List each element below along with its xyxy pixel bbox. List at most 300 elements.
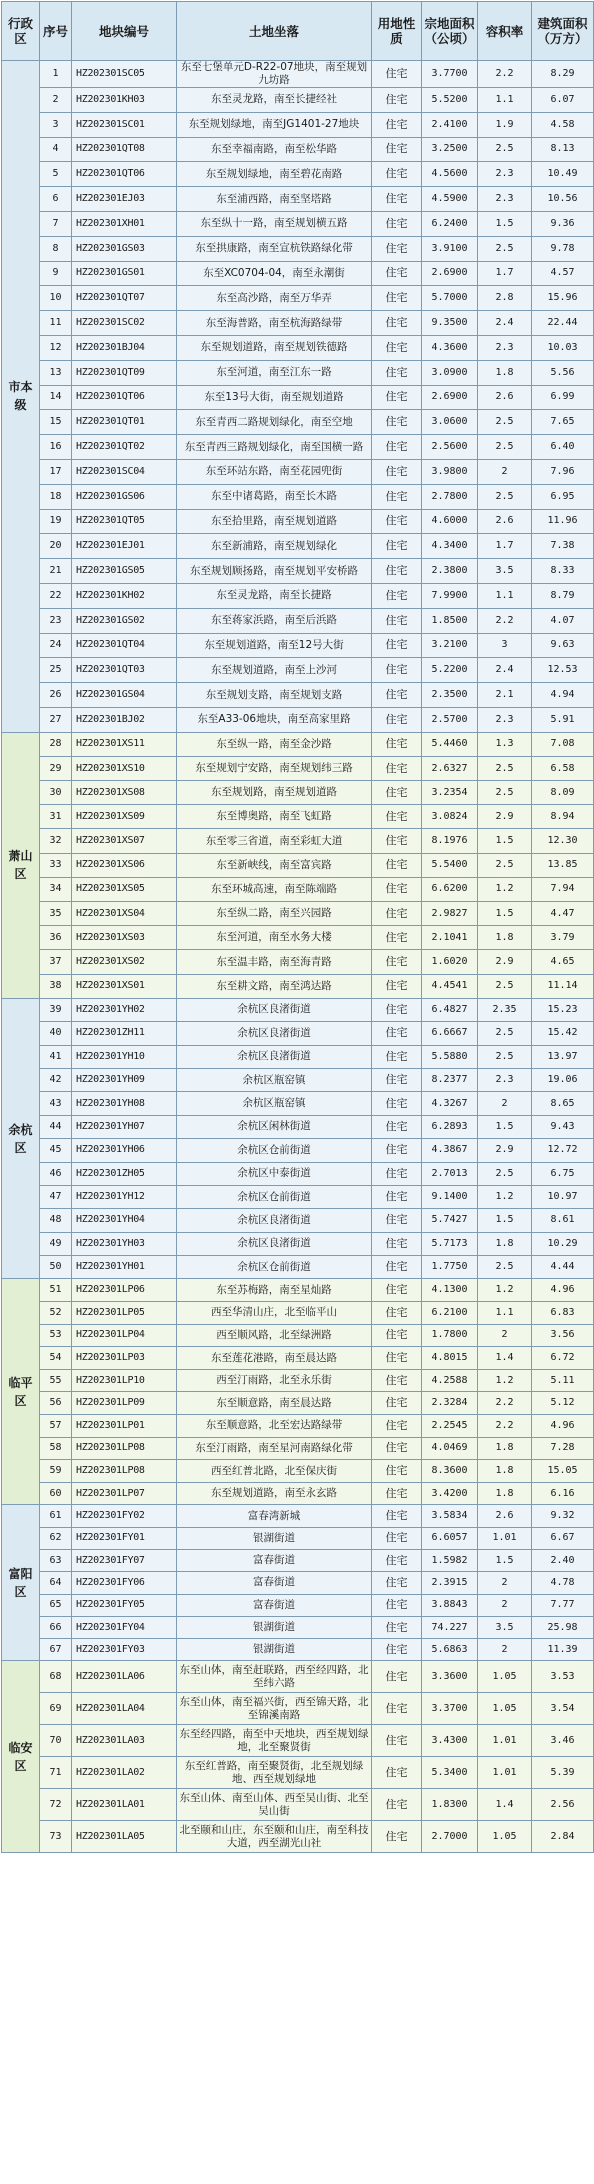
seq-cell: 32 — [40, 829, 72, 853]
area-cell: 2.7013 — [422, 1162, 478, 1185]
land-use-cell: 住宅 — [372, 1209, 422, 1232]
building-area-cell: 22.44 — [532, 311, 594, 336]
far-cell: 2.5 — [478, 435, 532, 460]
area-cell: 6.2100 — [422, 1302, 478, 1325]
land-use-cell: 住宅 — [372, 974, 422, 998]
seq-cell: 63 — [40, 1550, 72, 1572]
table-row — [2, 683, 594, 708]
seq-cell: 68 — [40, 1661, 72, 1693]
table-row — [2, 360, 594, 385]
building-area-cell: 8.09 — [532, 781, 594, 805]
building-area-cell: 4.44 — [532, 1256, 594, 1279]
building-area-cell: 9.32 — [532, 1505, 594, 1527]
building-area-cell: 4.57 — [532, 261, 594, 286]
plot-code-cell: HZ202301YH12 — [72, 1185, 177, 1208]
far-cell: 1.5 — [478, 1209, 532, 1232]
seq-cell: 25 — [40, 658, 72, 683]
seq-cell: 58 — [40, 1437, 72, 1460]
land-plot-table — [1, 1, 594, 1853]
seq-cell: 2 — [40, 88, 72, 113]
location-cell: 东至青西二路规划绿化，南至空地 — [177, 410, 372, 435]
seq-cell: 49 — [40, 1232, 72, 1255]
area-cell: 4.6000 — [422, 509, 478, 534]
header-area: 宗地面积（公顷） — [422, 2, 478, 61]
area-cell: 3.7700 — [422, 61, 478, 88]
plot-code-cell: HZ202301ZH11 — [72, 1022, 177, 1045]
building-area-cell: 4.96 — [532, 1415, 594, 1438]
plot-code-cell: HZ202301XS11 — [72, 732, 177, 756]
building-area-cell: 3.53 — [532, 1661, 594, 1693]
district-cell: 余杭区 — [2, 998, 40, 1279]
far-cell: 2.5 — [478, 1045, 532, 1068]
table-row — [2, 1022, 594, 1045]
building-area-cell: 9.63 — [532, 633, 594, 658]
plot-code-cell: HZ202301YH01 — [72, 1256, 177, 1279]
plot-code-cell: HZ202301QT03 — [72, 658, 177, 683]
seq-cell: 14 — [40, 385, 72, 410]
area-cell: 4.5600 — [422, 162, 478, 187]
area-cell: 1.8300 — [422, 1789, 478, 1821]
building-area-cell: 12.53 — [532, 658, 594, 683]
table-row — [2, 1045, 594, 1068]
area-cell: 3.3600 — [422, 1661, 478, 1693]
building-area-cell: 3.54 — [532, 1693, 594, 1725]
seq-cell: 39 — [40, 998, 72, 1021]
plot-code-cell: HZ202301LP08 — [72, 1437, 177, 1460]
area-cell: 5.2200 — [422, 658, 478, 683]
area-cell: 1.8500 — [422, 608, 478, 633]
land-use-cell: 住宅 — [372, 1302, 422, 1325]
building-area-cell: 15.05 — [532, 1460, 594, 1483]
seq-cell: 71 — [40, 1757, 72, 1789]
table-row — [2, 1415, 594, 1438]
building-area-cell: 4.65 — [532, 950, 594, 974]
location-cell: 东至高沙路，南至万华弄 — [177, 286, 372, 311]
location-cell: 东至七堡单元D-R22-07地块，南至规划九坊路 — [177, 61, 372, 88]
building-area-cell: 4.07 — [532, 608, 594, 633]
land-use-cell: 住宅 — [372, 137, 422, 162]
seq-cell: 56 — [40, 1392, 72, 1415]
table-row — [2, 1693, 594, 1725]
land-use-cell: 住宅 — [372, 756, 422, 780]
plot-code-cell: HZ202301GS04 — [72, 683, 177, 708]
building-area-cell: 7.28 — [532, 1437, 594, 1460]
location-cell: 东至红普路，南至聚贤街，北至规划绿地、西至规划绿地 — [177, 1757, 372, 1789]
location-cell: 银湖街道 — [177, 1527, 372, 1549]
building-area-cell: 3.79 — [532, 926, 594, 950]
seq-cell: 54 — [40, 1347, 72, 1370]
far-cell: 1.8 — [478, 360, 532, 385]
location-cell: 东至13号大街，南至规划道路 — [177, 385, 372, 410]
land-use-cell: 住宅 — [372, 829, 422, 853]
building-area-cell: 2.56 — [532, 1789, 594, 1821]
area-cell: 2.5700 — [422, 707, 478, 732]
land-use-cell: 住宅 — [372, 1256, 422, 1279]
far-cell: 2 — [478, 1572, 532, 1594]
area-cell: 6.2400 — [422, 211, 478, 236]
plot-code-cell: HZ202301QT05 — [72, 509, 177, 534]
seq-cell: 50 — [40, 1256, 72, 1279]
location-cell: 东至河道，南至水务大楼 — [177, 926, 372, 950]
land-use-cell: 住宅 — [372, 902, 422, 926]
table-row — [2, 633, 594, 658]
land-use-cell: 住宅 — [372, 1347, 422, 1370]
far-cell: 2 — [478, 1092, 532, 1115]
building-area-cell: 5.12 — [532, 1392, 594, 1415]
far-cell: 2 — [478, 1594, 532, 1616]
plot-code-cell: HZ202301LP07 — [72, 1482, 177, 1505]
table-row — [2, 877, 594, 901]
location-cell: 东至A33-06地块，南至高家里路 — [177, 707, 372, 732]
far-cell: 3.5 — [478, 1616, 532, 1638]
far-cell: 1.8 — [478, 1460, 532, 1483]
building-area-cell: 7.77 — [532, 1594, 594, 1616]
land-use-cell: 住宅 — [372, 926, 422, 950]
seq-cell: 55 — [40, 1369, 72, 1392]
location-cell: 北至颐和山庄，东至颐和山庄，南至科技大道，西至湖光山社 — [177, 1821, 372, 1853]
land-use-cell: 住宅 — [372, 1757, 422, 1789]
area-cell: 2.6900 — [422, 385, 478, 410]
far-cell: 2.9 — [478, 805, 532, 829]
seq-cell: 1 — [40, 61, 72, 88]
far-cell: 2 — [478, 459, 532, 484]
land-use-cell: 住宅 — [372, 385, 422, 410]
seq-cell: 31 — [40, 805, 72, 829]
land-use-cell: 住宅 — [372, 509, 422, 534]
building-area-cell: 13.97 — [532, 1045, 594, 1068]
far-cell: 1.05 — [478, 1821, 532, 1853]
land-use-cell: 住宅 — [372, 559, 422, 584]
far-cell: 1.7 — [478, 261, 532, 286]
location-cell: 余杭区良渚街道 — [177, 998, 372, 1021]
table-row — [2, 1572, 594, 1594]
land-use-cell: 住宅 — [372, 162, 422, 187]
land-use-cell: 住宅 — [372, 1279, 422, 1302]
seq-cell: 13 — [40, 360, 72, 385]
table-row — [2, 805, 594, 829]
far-cell: 2 — [478, 1324, 532, 1347]
table-row — [2, 1185, 594, 1208]
building-area-cell: 6.83 — [532, 1302, 594, 1325]
far-cell: 2.5 — [478, 410, 532, 435]
seq-cell: 62 — [40, 1527, 72, 1549]
land-use-cell: 住宅 — [372, 781, 422, 805]
area-cell: 2.3500 — [422, 683, 478, 708]
seq-cell: 43 — [40, 1092, 72, 1115]
far-cell: 2.5 — [478, 756, 532, 780]
location-cell: 余杭区仓前街道 — [177, 1185, 372, 1208]
building-area-cell: 8.61 — [532, 1209, 594, 1232]
plot-code-cell: HZ202301LP10 — [72, 1369, 177, 1392]
location-cell: 东至环城高速，南至陈端路 — [177, 877, 372, 901]
district-cell: 市本级 — [2, 61, 40, 733]
location-cell: 东至顺意路，北至宏达路绿带 — [177, 1415, 372, 1438]
far-cell: 2.3 — [478, 335, 532, 360]
plot-code-cell: HZ202301XS02 — [72, 950, 177, 974]
far-cell: 1.1 — [478, 1302, 532, 1325]
far-cell: 1.9 — [478, 112, 532, 137]
location-cell: 东至规划道路，南至永玄路 — [177, 1482, 372, 1505]
land-use-cell: 住宅 — [372, 1821, 422, 1853]
location-cell: 东至浦西路，南至坚塔路 — [177, 187, 372, 212]
area-cell: 4.5900 — [422, 187, 478, 212]
table-row — [2, 781, 594, 805]
seq-cell: 70 — [40, 1725, 72, 1757]
plot-code-cell: HZ202301XS04 — [72, 902, 177, 926]
location-cell: 东至海普路，南至杭海路绿带 — [177, 311, 372, 336]
table-row — [2, 998, 594, 1021]
location-cell: 东至纵一路，南至金沙路 — [177, 732, 372, 756]
table-row — [2, 1092, 594, 1115]
seq-cell: 51 — [40, 1279, 72, 1302]
land-use-cell: 住宅 — [372, 187, 422, 212]
land-use-cell: 住宅 — [372, 1185, 422, 1208]
far-cell: 1.2 — [478, 1369, 532, 1392]
table-row — [2, 112, 594, 137]
land-use-cell: 住宅 — [372, 410, 422, 435]
area-cell: 2.1041 — [422, 926, 478, 950]
seq-cell: 7 — [40, 211, 72, 236]
far-cell: 1.5 — [478, 829, 532, 853]
table-row — [2, 335, 594, 360]
far-cell: 1.01 — [478, 1757, 532, 1789]
far-cell: 1.2 — [478, 1185, 532, 1208]
seq-cell: 27 — [40, 707, 72, 732]
area-cell: 4.8015 — [422, 1347, 478, 1370]
location-cell: 东至规划顾扬路，南至规划平安桥路 — [177, 559, 372, 584]
far-cell: 3.5 — [478, 559, 532, 584]
seq-cell: 73 — [40, 1821, 72, 1853]
seq-cell: 5 — [40, 162, 72, 187]
land-use-cell: 住宅 — [372, 877, 422, 901]
area-cell: 4.3867 — [422, 1139, 478, 1162]
land-use-cell: 住宅 — [372, 1725, 422, 1757]
land-use-cell: 住宅 — [372, 1460, 422, 1483]
far-cell: 2.5 — [478, 1162, 532, 1185]
seq-cell: 47 — [40, 1185, 72, 1208]
table-header — [2, 2, 594, 61]
area-cell: 4.0469 — [422, 1437, 478, 1460]
plot-code-cell: HZ202301YH02 — [72, 998, 177, 1021]
land-use-cell: 住宅 — [372, 658, 422, 683]
building-area-cell: 4.78 — [532, 1572, 594, 1594]
far-cell: 1.8 — [478, 926, 532, 950]
land-use-cell: 住宅 — [372, 1789, 422, 1821]
plot-code-cell: HZ202301XS10 — [72, 756, 177, 780]
plot-code-cell: HZ202301KH03 — [72, 88, 177, 113]
plot-code-cell: HZ202301BJ02 — [72, 707, 177, 732]
location-cell: 东至规划绿地，南至JG1401-27地块 — [177, 112, 372, 137]
plot-code-cell: HZ202301LP05 — [72, 1302, 177, 1325]
building-area-cell: 9.78 — [532, 236, 594, 261]
area-cell: 5.6863 — [422, 1639, 478, 1661]
plot-code-cell: HZ202301EJ01 — [72, 534, 177, 559]
far-cell: 1.1 — [478, 583, 532, 608]
far-cell: 2.5 — [478, 137, 532, 162]
table-row — [2, 1460, 594, 1483]
table-row — [2, 459, 594, 484]
far-cell: 2 — [478, 1639, 532, 1661]
plot-code-cell: HZ202301QT02 — [72, 435, 177, 460]
area-cell: 1.7800 — [422, 1324, 478, 1347]
area-cell: 2.7800 — [422, 484, 478, 509]
table-row — [2, 1821, 594, 1853]
plot-code-cell: HZ202301LA02 — [72, 1757, 177, 1789]
location-cell: 东至规划道路，南至上沙河 — [177, 658, 372, 683]
location-cell: 东至拾里路，南至规划道路 — [177, 509, 372, 534]
seq-cell: 30 — [40, 781, 72, 805]
seq-cell: 53 — [40, 1324, 72, 1347]
land-use-cell: 住宅 — [372, 1482, 422, 1505]
area-cell: 5.7000 — [422, 286, 478, 311]
area-cell: 4.3267 — [422, 1092, 478, 1115]
far-cell: 2.5 — [478, 484, 532, 509]
header-location: 土地坐落 — [177, 2, 372, 61]
land-use-cell: 住宅 — [372, 1572, 422, 1594]
table-row — [2, 187, 594, 212]
far-cell: 2.35 — [478, 998, 532, 1021]
area-cell: 4.3600 — [422, 335, 478, 360]
plot-code-cell: HZ202301GS03 — [72, 236, 177, 261]
area-cell: 3.4300 — [422, 1725, 478, 1757]
plot-code-cell: HZ202301QT06 — [72, 385, 177, 410]
area-cell: 9.1400 — [422, 1185, 478, 1208]
building-area-cell: 8.33 — [532, 559, 594, 584]
table-row — [2, 137, 594, 162]
table-row — [2, 902, 594, 926]
seq-cell: 35 — [40, 902, 72, 926]
far-cell: 2.2 — [478, 61, 532, 88]
location-cell: 余杭区良渚街道 — [177, 1232, 372, 1255]
table-row — [2, 583, 594, 608]
table-row — [2, 484, 594, 509]
location-cell: 东至温丰路，南至海青路 — [177, 950, 372, 974]
building-area-cell: 7.38 — [532, 534, 594, 559]
plot-code-cell: HZ202301YH07 — [72, 1115, 177, 1138]
land-use-cell: 住宅 — [372, 1162, 422, 1185]
building-area-cell: 19.06 — [532, 1068, 594, 1091]
far-cell: 2.6 — [478, 509, 532, 534]
far-cell: 2.4 — [478, 311, 532, 336]
land-use-cell: 住宅 — [372, 998, 422, 1021]
table-row — [2, 1139, 594, 1162]
building-area-cell: 8.65 — [532, 1092, 594, 1115]
building-area-cell: 10.97 — [532, 1185, 594, 1208]
plot-code-cell: HZ202301SC05 — [72, 61, 177, 88]
building-area-cell: 6.75 — [532, 1162, 594, 1185]
seq-cell: 24 — [40, 633, 72, 658]
far-cell: 1.1 — [478, 88, 532, 113]
far-cell: 2.6 — [478, 1505, 532, 1527]
location-cell: 富春街道 — [177, 1572, 372, 1594]
plot-code-cell: HZ202301FY06 — [72, 1572, 177, 1594]
area-cell: 2.3915 — [422, 1572, 478, 1594]
land-use-cell: 住宅 — [372, 1550, 422, 1572]
plot-code-cell: HZ202301QT01 — [72, 410, 177, 435]
table-row — [2, 88, 594, 113]
plot-code-cell: HZ202301LP01 — [72, 1415, 177, 1438]
table-row — [2, 435, 594, 460]
table-row — [2, 974, 594, 998]
table-row — [2, 1527, 594, 1549]
land-use-cell: 住宅 — [372, 61, 422, 88]
location-cell: 东至汀雨路，南至星河南路绿化带 — [177, 1437, 372, 1460]
seq-cell: 34 — [40, 877, 72, 901]
far-cell: 1.5 — [478, 902, 532, 926]
seq-cell: 33 — [40, 853, 72, 877]
building-area-cell: 5.56 — [532, 360, 594, 385]
plot-code-cell: HZ202301YH09 — [72, 1068, 177, 1091]
building-area-cell: 7.94 — [532, 877, 594, 901]
far-cell: 2.5 — [478, 236, 532, 261]
table-row — [2, 1279, 594, 1302]
land-use-cell: 住宅 — [372, 805, 422, 829]
table-row — [2, 1324, 594, 1347]
header-far: 容积率 — [478, 2, 532, 61]
table-row — [2, 410, 594, 435]
seq-cell: 57 — [40, 1415, 72, 1438]
area-cell: 3.2354 — [422, 781, 478, 805]
far-cell: 2.9 — [478, 950, 532, 974]
header-row — [2, 2, 594, 61]
table-row — [2, 1392, 594, 1415]
table-row — [2, 1162, 594, 1185]
building-area-cell: 6.99 — [532, 385, 594, 410]
plot-code-cell: HZ202301KH02 — [72, 583, 177, 608]
far-cell: 2.5 — [478, 853, 532, 877]
location-cell: 余杭区良渚街道 — [177, 1045, 372, 1068]
seq-cell: 18 — [40, 484, 72, 509]
header-use: 用地性质 — [372, 2, 422, 61]
seq-cell: 45 — [40, 1139, 72, 1162]
seq-cell: 72 — [40, 1789, 72, 1821]
land-use-cell: 住宅 — [372, 1092, 422, 1115]
location-cell: 余杭区良渚街道 — [177, 1022, 372, 1045]
land-use-cell: 住宅 — [372, 1392, 422, 1415]
land-use-cell: 住宅 — [372, 1693, 422, 1725]
area-cell: 9.3500 — [422, 311, 478, 336]
far-cell: 1.4 — [478, 1347, 532, 1370]
building-area-cell: 7.65 — [532, 410, 594, 435]
land-use-cell: 住宅 — [372, 211, 422, 236]
area-cell: 5.7173 — [422, 1232, 478, 1255]
table-row — [2, 61, 594, 88]
plot-code-cell: HZ202301LA05 — [72, 1821, 177, 1853]
plot-code-cell: HZ202301LP03 — [72, 1347, 177, 1370]
plot-code-cell: HZ202301QT07 — [72, 286, 177, 311]
far-cell: 2.3 — [478, 707, 532, 732]
location-cell: 东至耕文路，南至鸿达路 — [177, 974, 372, 998]
seq-cell: 48 — [40, 1209, 72, 1232]
table-row — [2, 1302, 594, 1325]
land-use-cell: 住宅 — [372, 286, 422, 311]
building-area-cell: 4.58 — [532, 112, 594, 137]
location-cell: 东至规划绿地，南至碧花南路 — [177, 162, 372, 187]
location-cell: 东至中诸葛路，南至长木路 — [177, 484, 372, 509]
table-row — [2, 1232, 594, 1255]
plot-code-cell: HZ202301LP08 — [72, 1460, 177, 1483]
building-area-cell: 8.94 — [532, 805, 594, 829]
header-district: 行政区 — [2, 2, 40, 61]
seq-cell: 9 — [40, 261, 72, 286]
seq-cell: 4 — [40, 137, 72, 162]
table-row — [2, 756, 594, 780]
location-cell: 东至纵二路，南至兴园路 — [177, 902, 372, 926]
table-row — [2, 286, 594, 311]
header-code: 地块编号 — [72, 2, 177, 61]
building-area-cell: 8.13 — [532, 137, 594, 162]
table-row — [2, 853, 594, 877]
